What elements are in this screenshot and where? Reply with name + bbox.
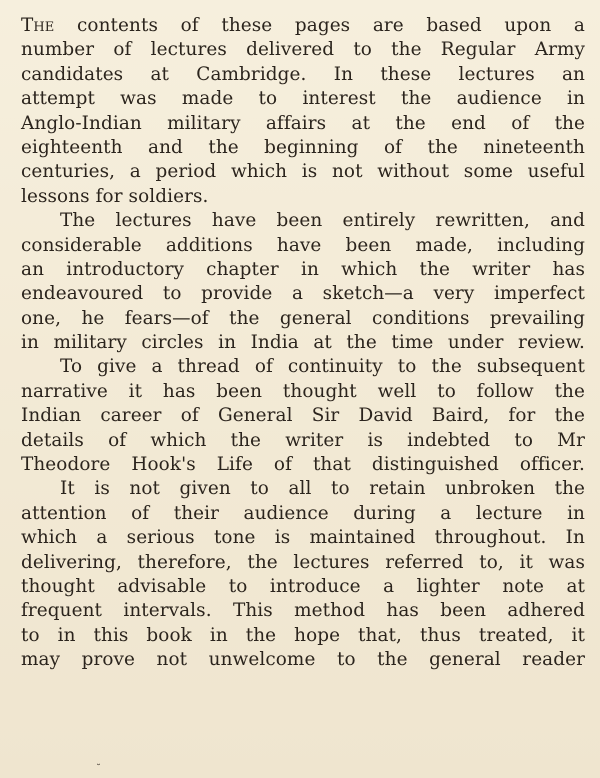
text-line: lessons for soldiers.	[21, 185, 209, 207]
text-line: delivering, therefore, the lectures referred to, it was	[21, 551, 585, 573]
text-line: attention of their audience during a lecture in	[21, 502, 585, 524]
paragraph-3	[21, 355, 585, 477]
text-line: details of which the writer is indebted to Mr	[21, 429, 585, 451]
text-line: To give a thread of continuity to the subsequent	[60, 356, 585, 378]
text-line: to in this book in the hope that, thus treated, it	[21, 624, 585, 646]
text-line: frequent intervals. This method has been adhered	[21, 600, 585, 622]
text-line: It is not given to all to retain unbroken the	[60, 478, 585, 500]
text-line: an introductory chapter in which the writer has	[21, 258, 585, 280]
text-line: narrative it has been thought well to follow the	[21, 380, 585, 402]
text-line: Anglo-Indian military affairs at the end of the	[21, 112, 585, 134]
text-line: eighteenth and the beginning of the nineteenth	[21, 136, 585, 158]
text-line: which a serious tone is maintained throughout. In	[21, 527, 585, 549]
preface-text	[21, 14, 585, 673]
text-line: The lectures have been entirely rewritten, and	[60, 210, 585, 232]
text-line: considerable additions have been made, including	[21, 234, 585, 256]
text-line: attempt was made to interest the audience in	[21, 88, 585, 110]
text-line: may prove not unwelcome to the general reader	[21, 649, 585, 671]
text-line: number of lectures delivered to the Regular Army	[21, 39, 585, 61]
paragraph-2	[21, 209, 585, 355]
paragraph-1	[21, 14, 585, 209]
text-line: Theodore Hook's Life of that distinguished officer.	[21, 454, 585, 476]
text-line: centuries, a period which is not without some useful	[21, 161, 585, 183]
line-text: contents of these pages are based upon a	[54, 15, 585, 36]
text-line: Indian career of General Sir David Baird, for the	[21, 405, 585, 427]
footer-mark: ˘	[96, 764, 101, 775]
text-line: candidates at Cambridge. In these lectures an	[21, 63, 585, 85]
text-line: endeavoured to provide a sketch—a very imperfect	[21, 283, 585, 305]
text-line: thought advisable to introduce a lighter note at	[21, 575, 585, 597]
text-line	[21, 14, 585, 38]
paragraph-4	[21, 477, 585, 672]
text-line: in military circles in India at the time under review.	[21, 332, 585, 354]
text-line: one, he fears—of the general conditions prevailing	[21, 307, 585, 329]
drop-lead-word: The	[21, 15, 55, 36]
